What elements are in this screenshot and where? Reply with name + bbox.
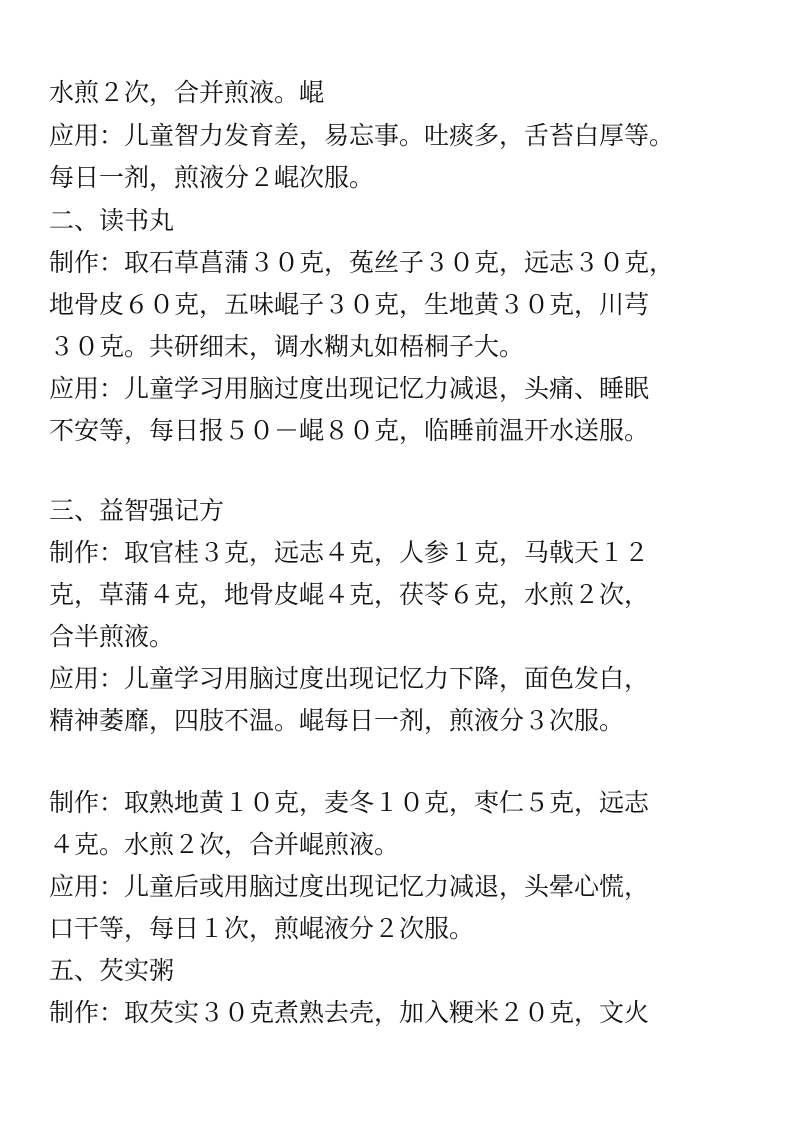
text-line: 应用：儿童学习用脑过度出现记忆力下降，面色发白， — [49, 664, 650, 693]
section-heading: 三、益智强记方 — [49, 496, 225, 525]
text-line: 制作：取芡实３０克煮熟去壳，加入粳米２０克，文火 — [49, 998, 650, 1027]
text-line: 制作：取石草菖蒲３０克，菟丝子３０克，远志３０克， — [49, 248, 675, 277]
text-line: ３０克。共研细末，调水糊丸如梧桐子大。 — [49, 332, 525, 361]
text-line: 应用：儿童学习用脑过度出现记忆力减退，头痛、睡眠 — [49, 374, 650, 403]
text-line: 制作：取熟地黄１０克，麦冬１０克，枣仁５克，远志 — [49, 788, 650, 817]
text-line: 合半煎液。 — [49, 622, 175, 651]
text-line: 口干等，每日１次，煎崐液分２次服。 — [49, 914, 475, 943]
text-line: 每日一剂，煎液分２崐次服。 — [49, 163, 375, 192]
text-line: 不安等，每日报５０－崐８０克，临睡前温开水送服。 — [49, 416, 650, 445]
text-line: 地骨皮６０克，五味崐子３０克，生地黄３０克，川芎 — [49, 290, 650, 319]
text-line: 应用：儿童后或用脑过度出现记忆力减退，头晕心慌， — [49, 872, 650, 901]
section-heading: 二、读书丸 — [49, 206, 175, 235]
text-line: 应用：儿童智力发育差，易忘事。吐痰多，舌苔白厚等。 — [49, 121, 675, 150]
text-line: 精神萎靡，四肢不温。崐每日一剂，煎液分３次服。 — [49, 706, 625, 735]
text-line: 制作：取官桂３克，远志４克，人参１克，马戟天１２ — [49, 538, 650, 567]
text-line: 水煎２次，合并煎液。崐 — [49, 78, 325, 107]
text-line: 克，草蒲４克，地骨皮崐４克，茯苓６克，水煎２次， — [49, 580, 650, 609]
text-line: ４克。水煎２次，合并崐煎液。 — [49, 830, 400, 859]
section-heading: 五、芡实粥 — [49, 956, 175, 985]
